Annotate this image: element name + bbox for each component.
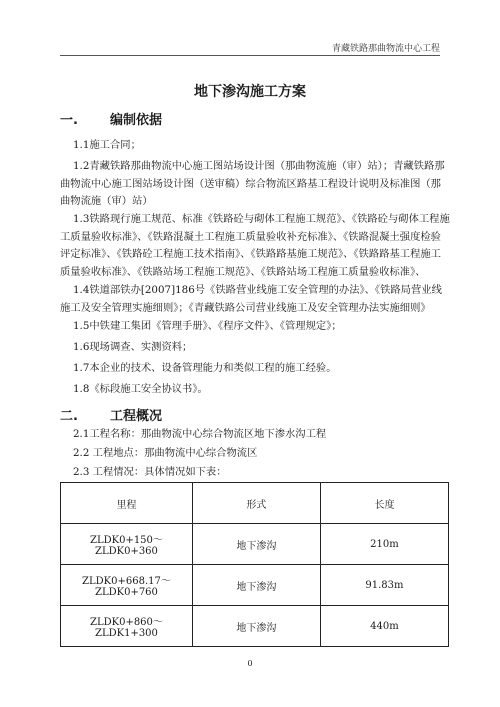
paragraph: 1.6现场调查、实测资料；: [73, 341, 193, 353]
paragraph: 1.3铁路现行施工规范、标准《铁路砼与砌体工程施工规范》、《铁路砼与砌体工程施工质量验收标准》、《铁路混凝土工程施工质量验收补充标准》、《铁路混凝土强度检验评定标准》、《铁路砼工程施工技术指南》、《铁路路基施工规范》、《铁路路基工程施工质量验收标准》、《铁路站场工程施工规范》、《铁路站场工程施工质量验收标准》、: [60, 213, 450, 278]
table-cell: 91.83m: [320, 565, 448, 606]
column-header: 长度: [320, 483, 448, 524]
paragraph: 2.1工程名称：那曲物流中心综合物流区地下渗水沟工程: [73, 428, 327, 440]
table-cell: 地下渗沟: [192, 606, 320, 647]
table-cell: ZLDK0+860～ZLDK1+300: [61, 606, 193, 647]
paragraph: 2.2 工程地点：那曲物流中心综合物流区: [73, 447, 258, 459]
paragraph: 1.7本企业的技术、设备管理能力和类似工程的施工经验。: [73, 362, 337, 374]
table-row: [61, 565, 449, 606]
section-heading-2: [60, 405, 162, 424]
header-rule: [60, 55, 440, 56]
column-header: 里程: [61, 483, 193, 524]
paragraph: 1.1施工合同；: [73, 139, 141, 151]
section-number: 一.: [60, 113, 78, 128]
column-header: 形式: [192, 483, 320, 524]
section-number: 二.: [60, 409, 78, 424]
table-cell: 440m: [320, 606, 448, 647]
table-cell: ZLDK0+150～ZLDK0+360: [61, 524, 193, 565]
section-heading-1: [60, 109, 162, 128]
paragraph: 2.3 工程情况：具体情况如下表：: [73, 466, 227, 478]
paragraph: 1.4铁道部铁办[2007]186号《铁路营业线施工安全管理的办法》、《铁路局营业线施工及安全管理实施细则》；《青藏铁路公司营业线施工及安全管理办法实施细则》: [60, 284, 442, 314]
paragraph: 1.8《标段施工安全协议书》。: [73, 383, 208, 395]
table-cell: 210m: [320, 524, 448, 565]
paragraph: 1.2青藏铁路那曲物流中心施工图站场设计图（那曲物流施（审）站）；青藏铁路那曲物流中心施工图站场设计图（送审稿）综合物流区路基工程设计说明及标准图（那曲物流施（审）站）: [60, 160, 445, 207]
table-cell: 地下渗沟: [192, 565, 320, 606]
paragraph: 1.5中铁建工集团《管理手册》、《程序文件》、《管理规定》；: [73, 320, 342, 332]
table-cell: ZLDK0+668.17～ZLDK0+760: [61, 565, 193, 606]
table-cell: 地下渗沟: [192, 524, 320, 565]
table-row: [61, 606, 449, 647]
page-number: 0: [247, 659, 253, 668]
section-title: 编制依据: [110, 113, 163, 128]
table-header-row: [61, 483, 449, 524]
section-title: 工程概况: [110, 409, 163, 424]
document-title: 地下渗沟施工方案: [194, 84, 306, 100]
running-header: 青藏铁路那曲物流中心工程: [331, 44, 440, 54]
table-row: [61, 524, 449, 565]
project-table: [60, 482, 449, 647]
